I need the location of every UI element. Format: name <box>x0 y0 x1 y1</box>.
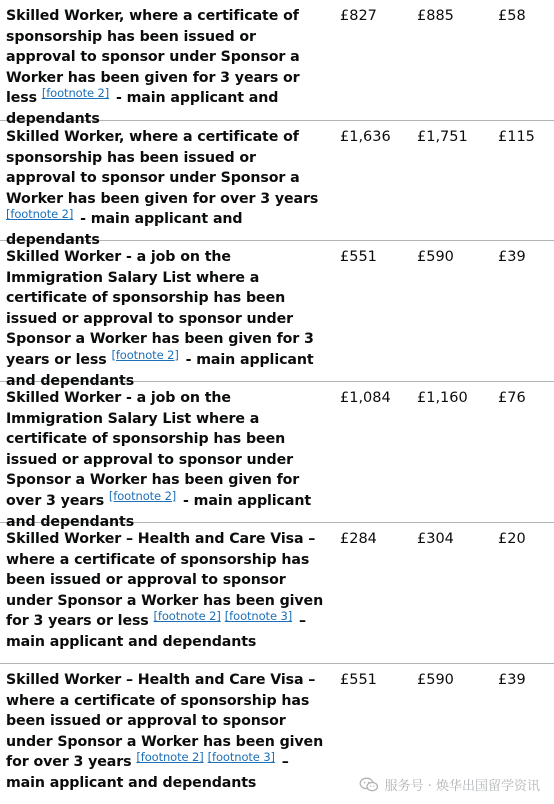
description-text: Skilled Worker, where a certificate of sponsorship has been issued or approval to sponsor under Sponsor a Worker has been given for over 3 years <box>6 129 319 207</box>
fee-cell: £551 <box>340 249 377 265</box>
description-text: Skilled Worker – Health and Care Visa – where a certificate of sponsorship has been issued or approval to sponsor under Sponsor a Worker has been given for 3 years or less <box>6 531 324 630</box>
fee-cell: £590 <box>417 672 454 688</box>
fee-cell: £1,751 <box>417 129 468 145</box>
description-suffix: – main applicant and dependants <box>6 613 306 650</box>
row-description <box>6 6 328 130</box>
fee-cell: £20 <box>498 531 526 547</box>
fee-cell: £1,636 <box>340 129 391 145</box>
description-suffix: - main applicant and dependants <box>6 351 314 389</box>
description-text: Skilled Worker - a job on the Immigration Salary List where a certificate of sponsorship has been issued or approval to sponsor under Sponsor a Worker has been given for 3 years or less <box>6 249 314 368</box>
watermark <box>359 775 540 794</box>
fee-cell: £304 <box>417 531 454 547</box>
description-suffix: - main applicant and dependants <box>6 211 243 248</box>
fee-cell: £590 <box>417 249 454 265</box>
description-text: Skilled Worker - a job on the Immigration Salary List where a certificate of sponsorship has been issued or approval to sponsor under Sponsor a Worker has been given for over 3 years <box>6 390 300 509</box>
table-row <box>0 241 554 389</box>
row-description <box>6 529 328 653</box>
footnote-link[interactable]: [footnote 2] <box>136 750 204 765</box>
fee-cell: £1,084 <box>340 390 391 406</box>
wechat-icon <box>359 777 379 793</box>
description-suffix: – main applicant and dependants <box>6 754 289 791</box>
footnote-link[interactable]: [footnote 2] <box>153 609 221 624</box>
footnote-link[interactable]: [footnote 3] <box>207 750 275 765</box>
fee-cell: £284 <box>340 531 377 547</box>
fee-cell: £885 <box>417 8 454 24</box>
footnote-link[interactable]: [footnote 2] <box>111 347 179 362</box>
row-description <box>6 388 328 532</box>
fee-cell: £1,160 <box>417 390 468 406</box>
table-row <box>0 121 554 248</box>
row-description <box>6 247 328 391</box>
description-text: Skilled Worker, where a certificate of sponsorship has been issued or approval to sponsor under Sponsor a Worker has been given for 3 years or less <box>6 8 300 107</box>
table-row <box>0 0 554 127</box>
fee-cell: £39 <box>498 672 526 688</box>
footnote-link[interactable]: [footnote 2] <box>108 488 177 503</box>
table-row <box>0 382 554 530</box>
fee-cell: £39 <box>498 249 526 265</box>
description-suffix: - main applicant and dependants <box>6 492 312 530</box>
footnote-link[interactable]: [footnote 2] <box>6 207 74 222</box>
footnote-link[interactable]: [footnote 3] <box>224 609 293 624</box>
table-row <box>0 523 554 664</box>
description-text: Skilled Worker – Health and Care Visa – where a certificate of sponsorship has been issued or approval to sponsor under Sponsor a Worker has been given for over 3 years <box>6 672 324 771</box>
fee-cell: £58 <box>498 8 526 24</box>
footnote-link[interactable]: [footnote 2] <box>41 86 110 101</box>
description-suffix: - main applicant and dependants <box>6 90 279 127</box>
fee-cell: £827 <box>340 8 377 24</box>
watermark-text: 服务号 · 焕华出国留学资讯 <box>384 779 540 794</box>
row-description <box>6 670 328 794</box>
fee-cell: £76 <box>498 390 526 406</box>
fee-cell: £551 <box>340 672 377 688</box>
row-description <box>6 127 328 251</box>
fee-cell: £115 <box>498 129 535 145</box>
